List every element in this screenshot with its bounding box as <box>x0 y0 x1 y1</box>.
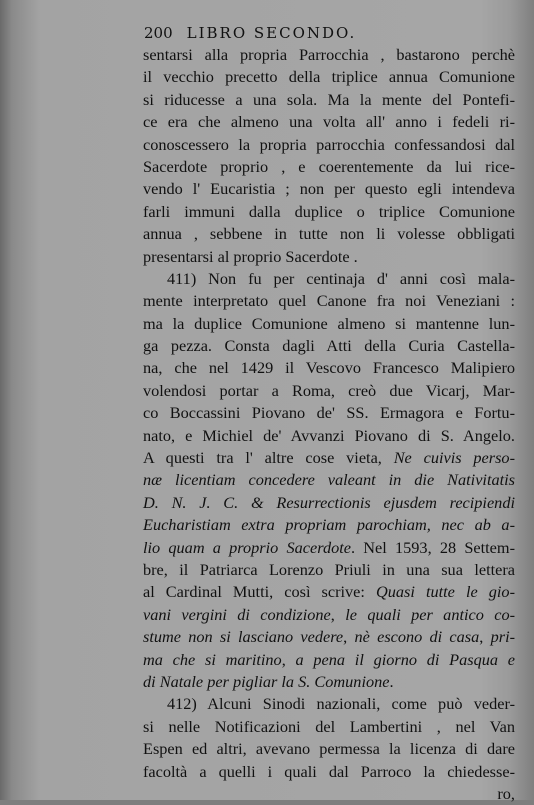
text-line <box>143 492 515 514</box>
text-segment: volendosi portar a Roma, creò due Vicarj, Mar- <box>143 380 515 400</box>
italic-text: D. N. J. C. & Resurrectionis ejusdem recipiendi <box>143 492 515 512</box>
text-segment: nato, e Michiel de' Avvanzi Piovano di S. Angelo. <box>143 425 515 445</box>
text-line <box>143 402 515 424</box>
text-line <box>143 581 515 603</box>
text-line <box>143 223 515 245</box>
text-segment: ma la duplice Comunione almeno si mantenne lun- <box>143 313 515 333</box>
text-segment: si nelle Notificazioni del Lambertini , nel Van <box>143 716 515 736</box>
text-line <box>143 604 515 626</box>
text-line <box>143 335 515 357</box>
text-segment: 412) Alcuni Sinodi nazionali, come può veder- <box>167 694 515 714</box>
italic-text: lio quam a proprio Sacerdote <box>143 537 352 557</box>
text-segment: Espen ed altri, avevano permessa la licenza di dare <box>143 739 515 759</box>
text-line <box>143 559 515 581</box>
text-segment: , <box>281 649 296 669</box>
italic-text: stume non si lasciano vedere <box>143 627 344 647</box>
text-line <box>143 89 515 111</box>
text-line <box>143 268 515 290</box>
italic-text: næ licentiam concedere valeant in die Nativitatis <box>143 470 515 490</box>
text-segment: A questi tra l' altre cose vieta, <box>143 448 394 468</box>
italic-text: Quasi tutte le gio- <box>376 582 515 602</box>
text-segment: . <box>389 671 394 691</box>
text-segment: co Boccassini Piovano de' SS. Ermagora e Fortu- <box>143 403 515 423</box>
italic-text: le quali per antico co- <box>345 604 516 624</box>
italic-text: di Natale per pigliar la S. Comunione <box>143 671 390 691</box>
text-line <box>143 246 515 268</box>
text-line <box>143 156 515 178</box>
text-line <box>143 514 515 536</box>
text-line <box>143 716 515 738</box>
text-line <box>143 738 515 760</box>
page-number: 200 <box>144 24 173 42</box>
text-segment: presentarsi al proprio Sacerdote . <box>143 246 358 266</box>
text-line <box>143 66 515 88</box>
page-header <box>144 24 356 42</box>
text-segment: , <box>479 627 491 647</box>
text-segment: bre, il Patriarca Lorenzo Priuli in una sua lettera <box>143 559 515 579</box>
text-segment: ro, <box>497 783 515 803</box>
text-line <box>143 201 515 223</box>
body-text <box>143 44 515 805</box>
text-segment: , <box>343 627 355 647</box>
italic-text: ma che si maritino <box>143 649 282 669</box>
text-segment: farli immuni dalla duplice o triplice Comunione <box>143 201 515 221</box>
text-segment: vendo l' Eucaristia ; non per questo egli intendeva <box>143 179 515 199</box>
italic-text: a pena il giorno di Pasqua e <box>295 649 515 669</box>
italic-text: nec ab a- <box>430 515 515 535</box>
text-line <box>143 761 515 783</box>
text-line <box>143 357 515 379</box>
italic-text: Ne cuivis perso- <box>393 448 515 468</box>
text-segment: facoltà a quelli i quali dal Parroco la chiedesse- <box>143 761 515 781</box>
text-line <box>143 290 515 312</box>
italic-text: pri- <box>490 627 516 647</box>
text-segment: ce era che almeno una volta all' anno i fedeli ri- <box>143 112 515 132</box>
text-segment: si riducesse a una sola. Ma la mente del Pontefi- <box>143 89 515 109</box>
text-segment: ga pezza. Consta dagli Atti della Curia Castella- <box>143 336 515 356</box>
text-segment: il vecchio precetto della triplice annua Comunione <box>143 67 515 87</box>
text-segment: conoscessero la propria parrocchia confessandosi dal <box>143 134 515 154</box>
text-segment: Sacerdote proprio , e coerentemente da lui rice- <box>143 156 515 176</box>
text-line <box>143 783 515 805</box>
italic-text: nè escono di casa <box>354 627 480 647</box>
text-line <box>143 447 515 469</box>
text-line <box>143 380 515 402</box>
text-line <box>143 671 515 693</box>
text-line <box>143 537 515 559</box>
text-segment: na, che nel 1429 il Vescovo Francesco Malipiero <box>143 358 515 378</box>
text-line <box>143 693 515 715</box>
text-segment: . Nel 1593, 28 Settem- <box>351 537 515 557</box>
text-line <box>143 313 515 335</box>
text-segment: mente interpretato quel Canone fra noi Veneziani : <box>143 291 515 311</box>
italic-text: Eucharistiam extra propriam parochiam, <box>143 515 431 535</box>
text-line <box>143 44 515 66</box>
italic-text: vani vergini di condizione <box>143 604 331 624</box>
running-title: LIBRO SECONDO. <box>186 24 357 42</box>
text-segment: sentarsi alla propria Parrocchia , bastarono perchè <box>143 45 515 64</box>
text-line <box>143 469 515 491</box>
text-line <box>143 626 515 648</box>
text-segment: 411) Non fu per centinaja d' anni così mala- <box>167 268 515 288</box>
text-segment: annua , sebbene in tutte non li volesse obbligati <box>143 224 515 244</box>
text-line <box>143 178 515 200</box>
text-line <box>143 111 515 133</box>
text-line <box>143 649 515 671</box>
text-segment: al Cardinal Mutti, così scrive: <box>143 582 376 602</box>
text-line <box>143 134 515 156</box>
text-segment: , <box>330 604 346 624</box>
text-line <box>143 425 515 447</box>
